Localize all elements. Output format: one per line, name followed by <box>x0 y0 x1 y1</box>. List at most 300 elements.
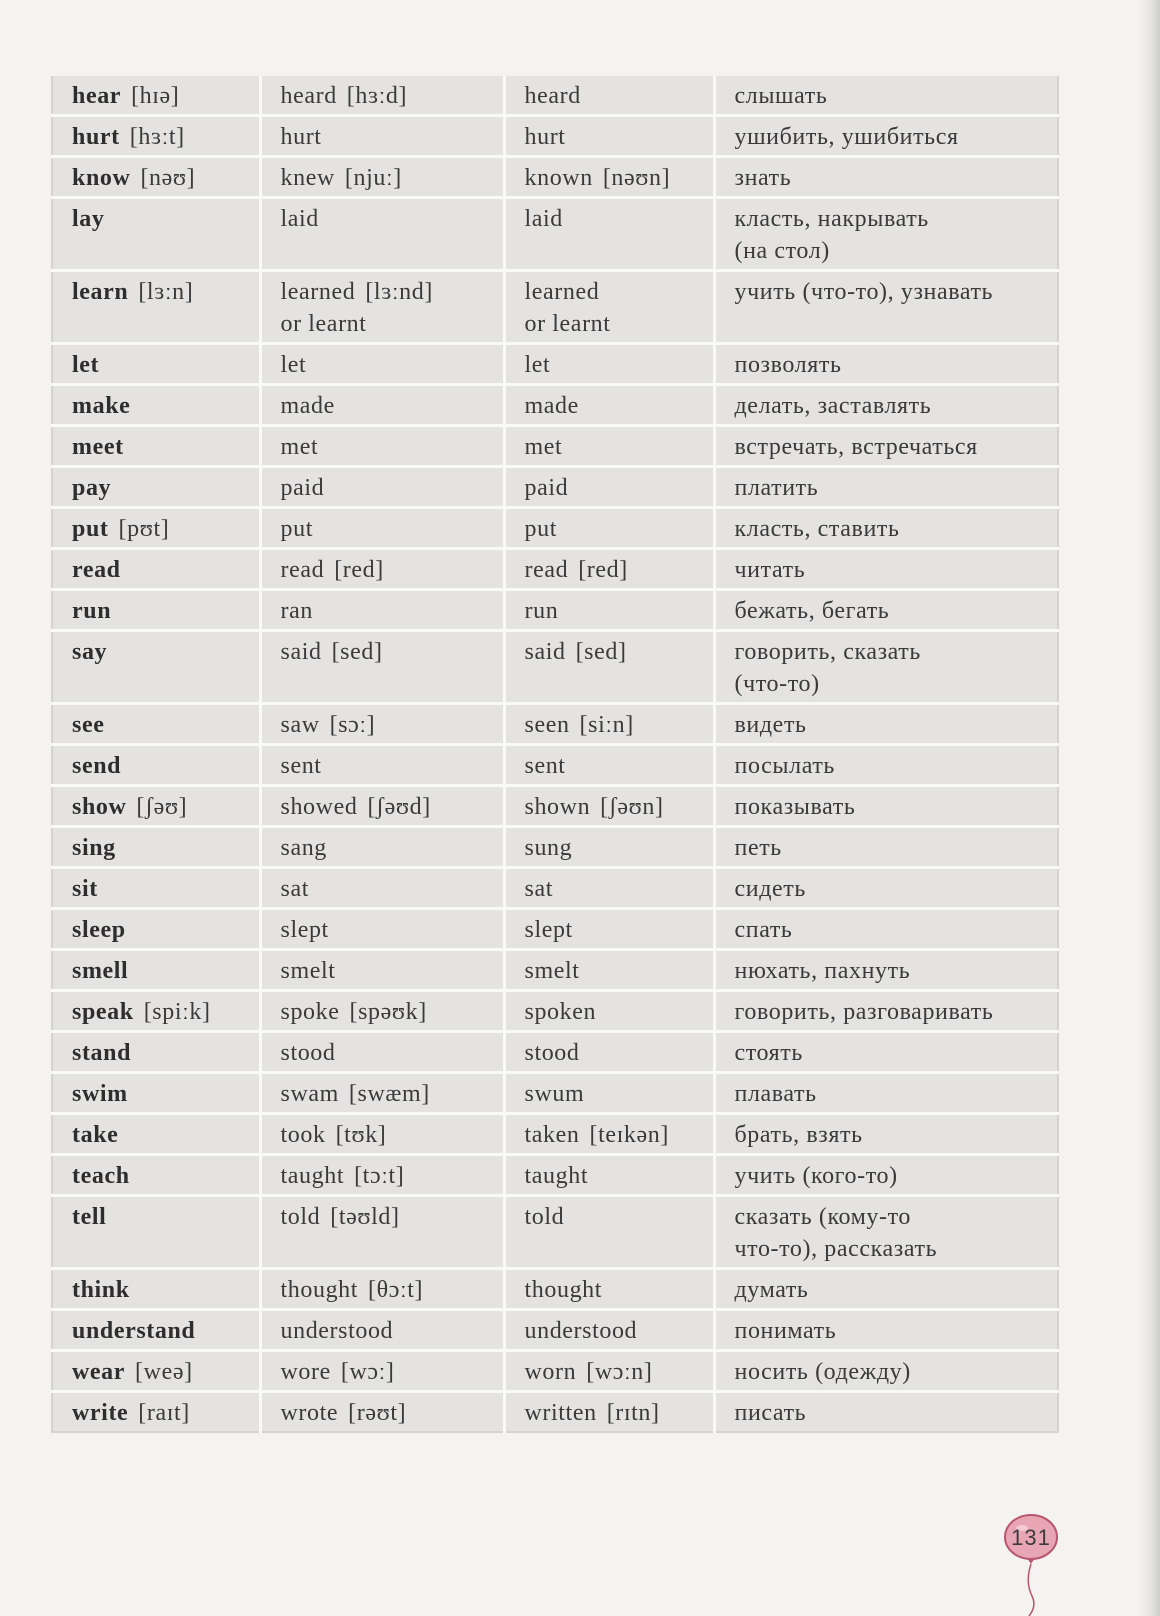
past-participle-cell <box>504 508 714 549</box>
verb-row <box>52 704 1058 745</box>
past-participle-cell <box>504 1310 714 1351</box>
verb-form: understood <box>524 1318 638 1344</box>
translation-cell <box>714 198 1058 271</box>
translation-text: платить <box>734 475 819 501</box>
transcription: [weə] <box>135 1359 193 1385</box>
verb-form: tell <box>72 1204 107 1230</box>
transcription: [red] <box>578 557 628 583</box>
past-participle-cell <box>504 116 714 157</box>
past-participle-cell <box>504 271 714 344</box>
verb-form: swum <box>524 1081 585 1107</box>
verb-form: see <box>72 712 105 738</box>
past-participle-cell <box>504 1269 714 1310</box>
translation-cell <box>714 426 1058 467</box>
verb-form: laid <box>280 206 319 232</box>
past-simple-cell <box>260 1196 504 1269</box>
translation-cell <box>714 590 1058 631</box>
translation-cell <box>714 508 1058 549</box>
transcription: [wɔː] <box>340 1359 395 1385</box>
translation-cell <box>714 786 1058 827</box>
verb-row <box>52 76 1058 116</box>
verb-form: write <box>72 1400 129 1426</box>
verb-form: paid <box>280 475 325 501</box>
verb-form: sang <box>280 835 327 861</box>
translation-text: говорить, разговаривать <box>734 999 994 1025</box>
verb-form: wrote <box>280 1400 339 1426</box>
infinitive-cell <box>52 868 260 909</box>
verb-form: know <box>72 165 131 191</box>
verb-form: met <box>524 434 563 460</box>
translation-text: класть, накрывать <box>734 206 929 232</box>
infinitive-cell <box>52 508 260 549</box>
verb-form: take <box>72 1122 119 1148</box>
translation-cell <box>714 868 1058 909</box>
past-simple-cell <box>260 1073 504 1114</box>
translation-text: класть, ставить <box>734 516 900 542</box>
verb-form: learned <box>524 279 600 305</box>
verb-row <box>52 271 1058 344</box>
past-participle-cell <box>504 745 714 786</box>
verb-form: worn <box>524 1359 577 1385</box>
verb-form: seen <box>524 712 570 738</box>
infinitive-cell <box>52 467 260 508</box>
translation-cell <box>714 385 1058 426</box>
past-participle-cell <box>504 426 714 467</box>
past-simple-cell <box>260 116 504 157</box>
verb-form: let <box>280 352 307 378</box>
past-participle-cell <box>504 1114 714 1155</box>
translation-text: ушибить, ушибиться <box>734 124 959 150</box>
transcription: [təʊld] <box>330 1204 400 1230</box>
verb-form: swam <box>280 1081 339 1107</box>
verb-form: make <box>72 393 131 419</box>
verb-form: stood <box>280 1040 336 1066</box>
translation-text: говорить, сказать <box>734 639 921 665</box>
past-simple-cell <box>260 704 504 745</box>
past-simple-cell <box>260 827 504 868</box>
translation-text: посылать <box>734 753 835 779</box>
translation-continuation: (что-то) <box>734 671 820 697</box>
verb-form: put <box>280 516 313 542</box>
translation-text: учить (кого-то) <box>734 1163 898 1189</box>
translation-cell <box>714 631 1058 704</box>
translation-cell <box>714 1073 1058 1114</box>
translation-cell <box>714 745 1058 786</box>
translation-cell <box>714 1351 1058 1392</box>
translation-cell <box>714 467 1058 508</box>
verb-form-alternative: or learnt <box>280 311 367 337</box>
past-participle-cell <box>504 950 714 991</box>
verb-row <box>52 1196 1058 1269</box>
page-number: 131 <box>1011 1525 1051 1550</box>
transcription: [spəʊk] <box>349 999 427 1025</box>
transcription: [lɜːnd] <box>365 279 433 305</box>
translation-text: носить (одежду) <box>734 1359 911 1385</box>
translation-text: понимать <box>734 1318 837 1344</box>
past-simple-cell <box>260 745 504 786</box>
verb-form: took <box>280 1122 326 1148</box>
verb-row <box>52 198 1058 271</box>
infinitive-cell <box>52 426 260 467</box>
past-simple-cell <box>260 950 504 991</box>
infinitive-cell <box>52 590 260 631</box>
past-simple-cell <box>260 426 504 467</box>
transcription: [teɪkən] <box>589 1122 669 1148</box>
verb-form: send <box>72 753 122 779</box>
past-simple-cell <box>260 868 504 909</box>
verb-row <box>52 1351 1058 1392</box>
verb-row <box>52 549 1058 590</box>
infinitive-cell <box>52 157 260 198</box>
verb-form: showed <box>280 794 358 820</box>
verb-form: learned <box>280 279 356 305</box>
past-participle-cell <box>504 631 714 704</box>
translation-cell <box>714 1269 1058 1310</box>
translation-cell <box>714 1114 1058 1155</box>
verb-form: thought <box>524 1277 603 1303</box>
verb-form: heard <box>524 83 581 109</box>
verb-form: hurt <box>524 124 566 150</box>
translation-text: слышать <box>734 83 828 109</box>
infinitive-cell <box>52 271 260 344</box>
infinitive-cell <box>52 549 260 590</box>
translation-cell <box>714 950 1058 991</box>
verb-form: taken <box>524 1122 580 1148</box>
translation-text: нюхать, пахнуть <box>734 958 911 984</box>
transcription: [nəʊn] <box>602 165 671 191</box>
verb-form: show <box>72 794 127 820</box>
infinitive-cell <box>52 786 260 827</box>
verb-row <box>52 590 1058 631</box>
page-edge-shadow <box>1138 0 1160 1616</box>
transcription: [nəʊ] <box>140 165 196 191</box>
verb-form: told <box>524 1204 565 1230</box>
past-simple-cell <box>260 991 504 1032</box>
verb-form: stand <box>72 1040 132 1066</box>
past-simple-cell <box>260 1310 504 1351</box>
past-simple-cell <box>260 590 504 631</box>
verb-form: made <box>524 393 579 419</box>
past-participle-cell <box>504 157 714 198</box>
verb-form: put <box>72 516 109 542</box>
infinitive-cell <box>52 950 260 991</box>
past-simple-cell <box>260 198 504 271</box>
translation-cell <box>714 704 1058 745</box>
past-participle-cell <box>504 76 714 116</box>
infinitive-cell <box>52 745 260 786</box>
verb-row <box>52 1114 1058 1155</box>
past-participle-cell <box>504 1196 714 1269</box>
translation-text: учить (что-то), узнавать <box>734 279 994 305</box>
translation-cell <box>714 157 1058 198</box>
translation-text: знать <box>734 165 792 191</box>
infinitive-cell <box>52 1392 260 1433</box>
past-simple-cell <box>260 1155 504 1196</box>
past-simple-cell <box>260 385 504 426</box>
infinitive-cell <box>52 344 260 385</box>
verb-form: let <box>524 352 551 378</box>
verb-form: read <box>524 557 569 583</box>
translation-cell <box>714 1392 1058 1433</box>
transcription: [hɪə] <box>131 83 180 109</box>
translation-cell <box>714 344 1058 385</box>
verb-form: smelt <box>524 958 580 984</box>
verb-form: told <box>280 1204 321 1230</box>
past-simple-cell <box>260 1351 504 1392</box>
transcription: [ʃəʊn] <box>600 794 664 820</box>
past-simple-cell <box>260 786 504 827</box>
past-participle-cell <box>504 198 714 271</box>
irregular-verbs-table <box>51 76 1059 1433</box>
verb-row <box>52 745 1058 786</box>
verb-form: wear <box>72 1359 126 1385</box>
translation-cell <box>714 116 1058 157</box>
past-participle-cell <box>504 786 714 827</box>
verb-form: sing <box>72 835 116 861</box>
verb-row <box>52 950 1058 991</box>
translation-cell <box>714 909 1058 950</box>
infinitive-cell <box>52 385 260 426</box>
past-participle-cell <box>504 991 714 1032</box>
verb-form: wore <box>280 1359 331 1385</box>
transcription: [njuː] <box>344 165 402 191</box>
past-simple-cell <box>260 157 504 198</box>
infinitive-cell <box>52 1351 260 1392</box>
verb-form: spoken <box>524 999 597 1025</box>
translation-text: плавать <box>734 1081 817 1107</box>
page-number-badge <box>1002 1512 1060 1568</box>
transcription: [red] <box>334 557 384 583</box>
translation-text: стоять <box>734 1040 803 1066</box>
verb-form: pay <box>72 475 112 501</box>
transcription: [tʊk] <box>335 1122 387 1148</box>
past-participle-cell <box>504 868 714 909</box>
past-participle-cell <box>504 1351 714 1392</box>
verb-row <box>52 467 1058 508</box>
past-participle-cell <box>504 385 714 426</box>
translation-text: встречать, встречаться <box>734 434 978 460</box>
verb-form: written <box>524 1400 597 1426</box>
verb-form: paid <box>524 475 569 501</box>
verb-form: run <box>524 598 559 624</box>
translation-continuation: что-то), рассказать <box>734 1236 938 1262</box>
verb-form: said <box>524 639 566 665</box>
translation-continuation: (на стол) <box>734 238 830 264</box>
verb-form: understand <box>72 1318 196 1344</box>
past-simple-cell <box>260 271 504 344</box>
translation-text: бежать, бегать <box>734 598 890 624</box>
verb-form: slept <box>524 917 573 943</box>
past-simple-cell <box>260 1032 504 1073</box>
translation-text: видеть <box>734 712 807 738</box>
verb-row <box>52 827 1058 868</box>
verb-row <box>52 344 1058 385</box>
verb-row <box>52 1032 1058 1073</box>
verb-form: sent <box>524 753 566 779</box>
infinitive-cell <box>52 631 260 704</box>
verb-table-body <box>52 76 1058 1432</box>
infinitive-cell <box>52 1073 260 1114</box>
verb-form: read <box>72 557 121 583</box>
verb-row <box>52 631 1058 704</box>
past-simple-cell <box>260 549 504 590</box>
verb-row <box>52 426 1058 467</box>
translation-cell <box>714 1196 1058 1269</box>
verb-form: laid <box>524 206 563 232</box>
transcription: [sɔː] <box>329 712 376 738</box>
verb-form: sat <box>280 876 309 902</box>
verb-form: hear <box>72 83 122 109</box>
infinitive-cell <box>52 1032 260 1073</box>
verb-form: stood <box>524 1040 580 1066</box>
verb-row <box>52 1310 1058 1351</box>
transcription: [siːn] <box>579 712 634 738</box>
verb-row <box>52 991 1058 1032</box>
verb-form: sat <box>524 876 553 902</box>
verb-form: put <box>524 516 557 542</box>
transcription: [ʃəʊ] <box>136 794 188 820</box>
verb-row <box>52 868 1058 909</box>
past-participle-cell <box>504 827 714 868</box>
transcription: [rɪtn] <box>606 1400 660 1426</box>
verb-form: meet <box>72 434 124 460</box>
verb-form: heard <box>280 83 337 109</box>
translation-text: сказать (кому-то <box>734 1204 911 1230</box>
verb-row <box>52 1073 1058 1114</box>
translation-text: спать <box>734 917 793 943</box>
verb-form: taught <box>524 1163 589 1189</box>
verb-form: hurt <box>280 124 322 150</box>
infinitive-cell <box>52 1269 260 1310</box>
translation-text: позволять <box>734 352 842 378</box>
translation-text: показывать <box>734 794 856 820</box>
past-simple-cell <box>260 467 504 508</box>
translation-cell <box>714 549 1058 590</box>
past-simple-cell <box>260 508 504 549</box>
infinitive-cell <box>52 704 260 745</box>
past-participle-cell <box>504 909 714 950</box>
past-simple-cell <box>260 909 504 950</box>
verb-form: read <box>280 557 325 583</box>
verb-form: smelt <box>280 958 336 984</box>
verb-form: think <box>72 1277 130 1303</box>
translation-cell <box>714 1155 1058 1196</box>
verb-form: made <box>280 393 335 419</box>
transcription: [swæm] <box>348 1081 430 1107</box>
translation-text: читать <box>734 557 806 583</box>
infinitive-cell <box>52 909 260 950</box>
verb-form: speak <box>72 999 134 1025</box>
transcription: [wɔːn] <box>586 1359 653 1385</box>
verb-form: say <box>72 639 108 665</box>
verb-row <box>52 508 1058 549</box>
infinitive-cell <box>52 991 260 1032</box>
past-participle-cell <box>504 1073 714 1114</box>
verb-row <box>52 116 1058 157</box>
verb-form: teach <box>72 1163 130 1189</box>
verb-row <box>52 1392 1058 1433</box>
verb-form: sit <box>72 876 98 902</box>
verb-form: sent <box>280 753 322 779</box>
verb-row <box>52 786 1058 827</box>
past-simple-cell <box>260 631 504 704</box>
translation-cell <box>714 1032 1058 1073</box>
past-simple-cell <box>260 76 504 116</box>
translation-text: думать <box>734 1277 809 1303</box>
past-participle-cell <box>504 467 714 508</box>
verb-form: knew <box>280 165 335 191</box>
past-participle-cell <box>504 1392 714 1433</box>
infinitive-cell <box>52 1114 260 1155</box>
transcription: [spiːk] <box>143 999 211 1025</box>
past-participle-cell <box>504 1032 714 1073</box>
translation-cell <box>714 271 1058 344</box>
transcription: [hɜːt] <box>129 124 185 150</box>
verb-form: swim <box>72 1081 128 1107</box>
verb-form: hurt <box>72 124 120 150</box>
verb-row <box>52 1155 1058 1196</box>
past-participle-cell <box>504 704 714 745</box>
past-participle-cell <box>504 549 714 590</box>
verb-form: slept <box>280 917 329 943</box>
past-participle-cell <box>504 344 714 385</box>
verb-form: sleep <box>72 917 126 943</box>
past-simple-cell <box>260 1269 504 1310</box>
translation-cell <box>714 827 1058 868</box>
verb-form: said <box>280 639 322 665</box>
transcription: [rəʊt] <box>348 1400 407 1426</box>
verb-form-alternative: or learnt <box>524 311 611 337</box>
verb-form: ran <box>280 598 313 624</box>
verb-form: known <box>524 165 593 191</box>
past-participle-cell <box>504 1155 714 1196</box>
verb-form: let <box>72 352 100 378</box>
translation-text: писать <box>734 1400 807 1426</box>
past-simple-cell <box>260 344 504 385</box>
transcription: [sed] <box>575 639 627 665</box>
transcription: [ʃəʊd] <box>367 794 431 820</box>
transcription: [θɔːt] <box>368 1277 424 1303</box>
transcription: [tɔːt] <box>354 1163 405 1189</box>
translation-cell <box>714 1310 1058 1351</box>
verb-form: smell <box>72 958 129 984</box>
past-participle-cell <box>504 590 714 631</box>
infinitive-cell <box>52 76 260 116</box>
translation-cell <box>714 991 1058 1032</box>
verb-row <box>52 1269 1058 1310</box>
verb-form: taught <box>280 1163 345 1189</box>
transcription: [sed] <box>331 639 383 665</box>
verb-form: learn <box>72 279 129 305</box>
transcription: [hɜːd] <box>346 83 408 109</box>
past-simple-cell <box>260 1114 504 1155</box>
verb-form: shown <box>524 794 591 820</box>
verb-form: sung <box>524 835 573 861</box>
translation-text: брать, взять <box>734 1122 863 1148</box>
transcription: [raɪt] <box>138 1400 190 1426</box>
transcription: [pʊt] <box>118 516 170 542</box>
verb-row <box>52 385 1058 426</box>
verb-form: met <box>280 434 319 460</box>
verb-row <box>52 909 1058 950</box>
verb-form: saw <box>280 712 320 738</box>
translation-text: петь <box>734 835 782 861</box>
translation-text: делать, заставлять <box>734 393 932 419</box>
infinitive-cell <box>52 116 260 157</box>
infinitive-cell <box>52 1196 260 1269</box>
verb-form: thought <box>280 1277 359 1303</box>
verb-form: understood <box>280 1318 394 1344</box>
